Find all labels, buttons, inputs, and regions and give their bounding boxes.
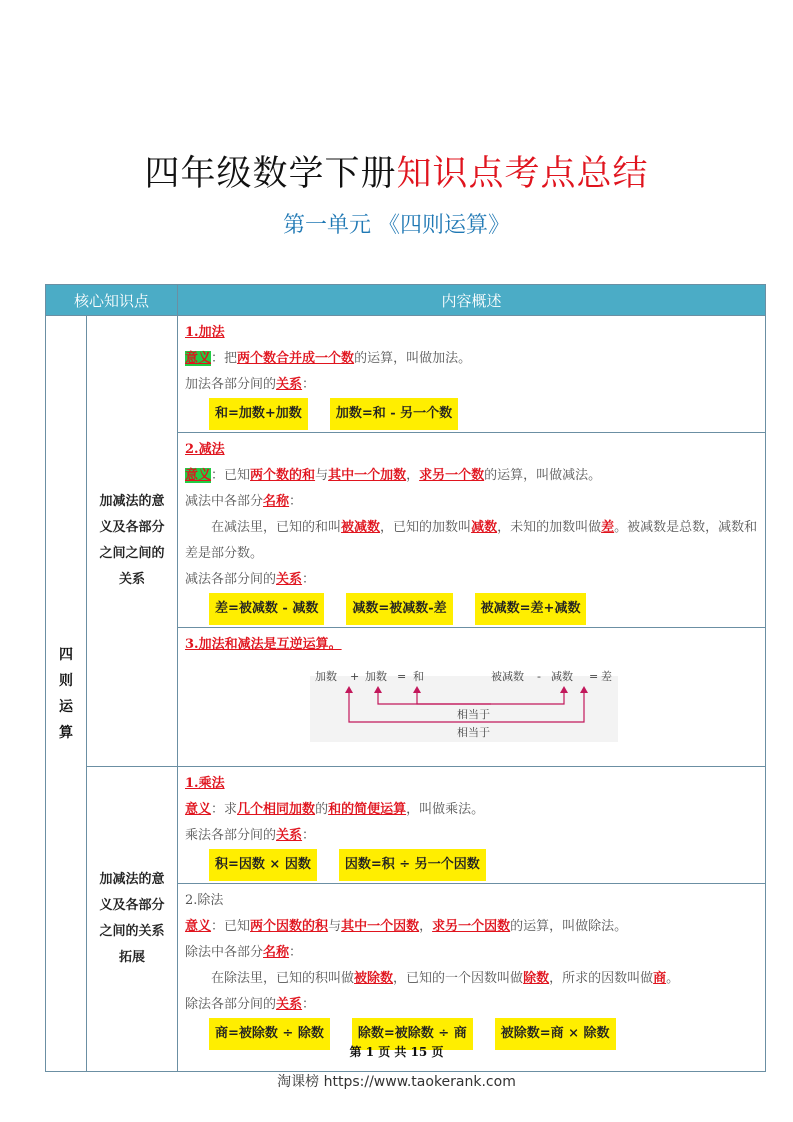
division-meaning [185, 914, 759, 940]
inverse-cell [178, 628, 766, 767]
formula: 积=因数 × 因数 [209, 849, 317, 881]
meaning-label: 意义 [185, 468, 212, 483]
formula: 加数=和 - 另一个数 [330, 398, 458, 430]
text: 的 [315, 802, 329, 817]
key-phrase: 求另一个因数 [432, 919, 511, 934]
add-term-2: 加数 [365, 670, 388, 683]
text: 与 [315, 468, 329, 483]
meaning-label: 意义 [185, 351, 212, 366]
text: ，已知的加数叫 [380, 520, 472, 535]
text: 乘法各部分间的 [185, 828, 277, 843]
key-phrase: 其中一个加数 [328, 468, 407, 483]
multiplication-relation [185, 823, 759, 849]
group1-label: 加减法的意义及各部分之间之间的关系 [99, 494, 165, 587]
key-phrase: 求另一个数 [419, 468, 485, 483]
group2-extension-label: 拓展 [119, 950, 146, 965]
text: ：求 [211, 802, 238, 817]
division-names [185, 940, 759, 966]
text: 的运算，叫做除法。 [510, 919, 628, 934]
unit-subtitle: 第一单元 《四则运算》 [283, 213, 510, 238]
sub-term-2: 减数 [551, 670, 574, 683]
key-phrase: 几个相同加数 [237, 802, 316, 817]
sub-equals: = [589, 670, 599, 683]
subtraction-relation [185, 567, 759, 593]
title-red: 知识点考点总结 [396, 154, 649, 194]
formula: 差=被减数 - 减数 [209, 593, 324, 625]
text: ， [419, 919, 433, 934]
text: ： [302, 572, 316, 587]
key-phrase: 除数 [523, 971, 550, 986]
sub-diff: 差 [601, 670, 613, 683]
text: ：已知 [211, 468, 251, 483]
multiplication-formulas [185, 849, 759, 881]
addition-formulas [185, 398, 759, 430]
addition-heading: 1.加法 [185, 325, 225, 340]
key-phrase: 关系 [276, 997, 303, 1012]
category-cell [46, 316, 87, 1072]
key-phrase: 关系 [276, 828, 303, 843]
formula: 商=被除数 ÷ 除数 [209, 1018, 330, 1050]
text: 减法中各部分 [185, 494, 264, 509]
inverse-diagram [185, 658, 759, 754]
text: 加法各部分间的 [185, 377, 277, 392]
header-core-points: 核心知识点 [46, 285, 178, 316]
formula: 被减数=差+减数 [475, 593, 587, 625]
text: 的运算，叫做加法。 [354, 351, 472, 366]
subtraction-formulas [185, 593, 759, 625]
text: ，叫做乘法。 [406, 802, 485, 817]
multiplication-meaning [185, 797, 759, 823]
text: ，已知的一个因数叫做 [393, 971, 524, 986]
subtraction-explanation [185, 515, 759, 567]
text: 。 [666, 971, 680, 986]
group2-label: 加减法的意义及各部分之间的关系 [99, 872, 165, 939]
meaning-label: 意义 [185, 802, 212, 817]
text: 的运算，叫做减法。 [484, 468, 602, 483]
sub-minus: - [537, 670, 541, 683]
addition-cell [178, 316, 766, 433]
division-explanation [185, 966, 759, 992]
text: ： [289, 945, 303, 960]
key-phrase: 商 [653, 971, 667, 986]
text: 除法各部分间的 [185, 997, 277, 1012]
key-phrase: 被减数 [341, 520, 381, 535]
relation-label-2: 相当于 [457, 726, 491, 739]
text: ： [302, 828, 316, 843]
key-phrase: 关系 [276, 572, 303, 587]
subtraction-cell [178, 433, 766, 628]
group2-cell [87, 767, 178, 1072]
subtraction-meaning [185, 463, 759, 489]
page-number: 第 1 页 共 15 页 [349, 1045, 444, 1059]
text: ， [406, 468, 420, 483]
key-phrase: 两个因数的积 [250, 919, 329, 934]
key-phrase: 减数 [471, 520, 498, 535]
text: 减法各部分间的 [185, 572, 277, 587]
subtraction-names [185, 489, 759, 515]
formula: 除数=被除数 ÷ 商 [352, 1018, 473, 1050]
add-plus: + [350, 670, 360, 683]
key-phrase: 差 [601, 520, 615, 535]
text: 。被减数是总数，减数和差是部分数。 [185, 520, 758, 561]
header-content-overview: 内容概述 [178, 285, 766, 316]
add-sum: 和 [413, 670, 425, 683]
formula: 减数=被减数-差 [346, 593, 452, 625]
inverse-heading: 3.加法和减法是互逆运算。 [185, 637, 342, 652]
text: ，未知的加数叫做 [497, 520, 602, 535]
text: ： [302, 377, 316, 392]
relation-label-1: 相当于 [457, 708, 491, 721]
key-phrase: 关系 [276, 377, 303, 392]
text: ，所求的因数叫做 [549, 971, 654, 986]
text: 在减法里，已知的和叫 [211, 520, 342, 535]
multiplication-heading: 1.乘法 [185, 776, 225, 791]
addition-relation [185, 372, 759, 398]
title-black: 四年级数学下册 [144, 154, 397, 194]
key-phrase: 名称 [263, 945, 290, 960]
category-label: 四则运算 [59, 646, 73, 741]
multiplication-cell [178, 767, 766, 884]
group1-cell [87, 316, 178, 767]
knowledge-table [45, 284, 766, 1072]
key-phrase: 两个数的和 [250, 468, 316, 483]
text: ：已知 [211, 919, 251, 934]
division-heading: 2.除法 [185, 893, 224, 908]
key-phrase: 被除数 [354, 971, 394, 986]
site-watermark: 淘课榜 https://www.taokerank.com [277, 1074, 516, 1090]
text: 与 [328, 919, 342, 934]
page-title [0, 146, 793, 196]
text: ： [302, 997, 316, 1012]
division-relation [185, 992, 759, 1018]
add-equals: = [397, 670, 407, 683]
subtraction-heading: 2.减法 [185, 442, 225, 457]
text: ：把 [211, 351, 238, 366]
text: 在除法里，已知的积叫做 [211, 971, 355, 986]
formula: 被除数=商 × 除数 [495, 1018, 616, 1050]
sub-term-1: 被减数 [491, 670, 525, 683]
add-term-1: 加数 [315, 670, 338, 683]
key-phrase: 两个数合并成一个数 [237, 351, 355, 366]
key-phrase: 名称 [263, 494, 290, 509]
formula: 和=加数+加数 [209, 398, 308, 430]
meaning-label: 意义 [185, 919, 212, 934]
key-phrase: 和的简便运算 [328, 802, 407, 817]
text: ： [289, 494, 303, 509]
formula: 因数=积 ÷ 另一个因数 [339, 849, 486, 881]
key-phrase: 其中一个因数 [341, 919, 420, 934]
text: 除法中各部分 [185, 945, 264, 960]
addition-meaning [185, 346, 759, 372]
